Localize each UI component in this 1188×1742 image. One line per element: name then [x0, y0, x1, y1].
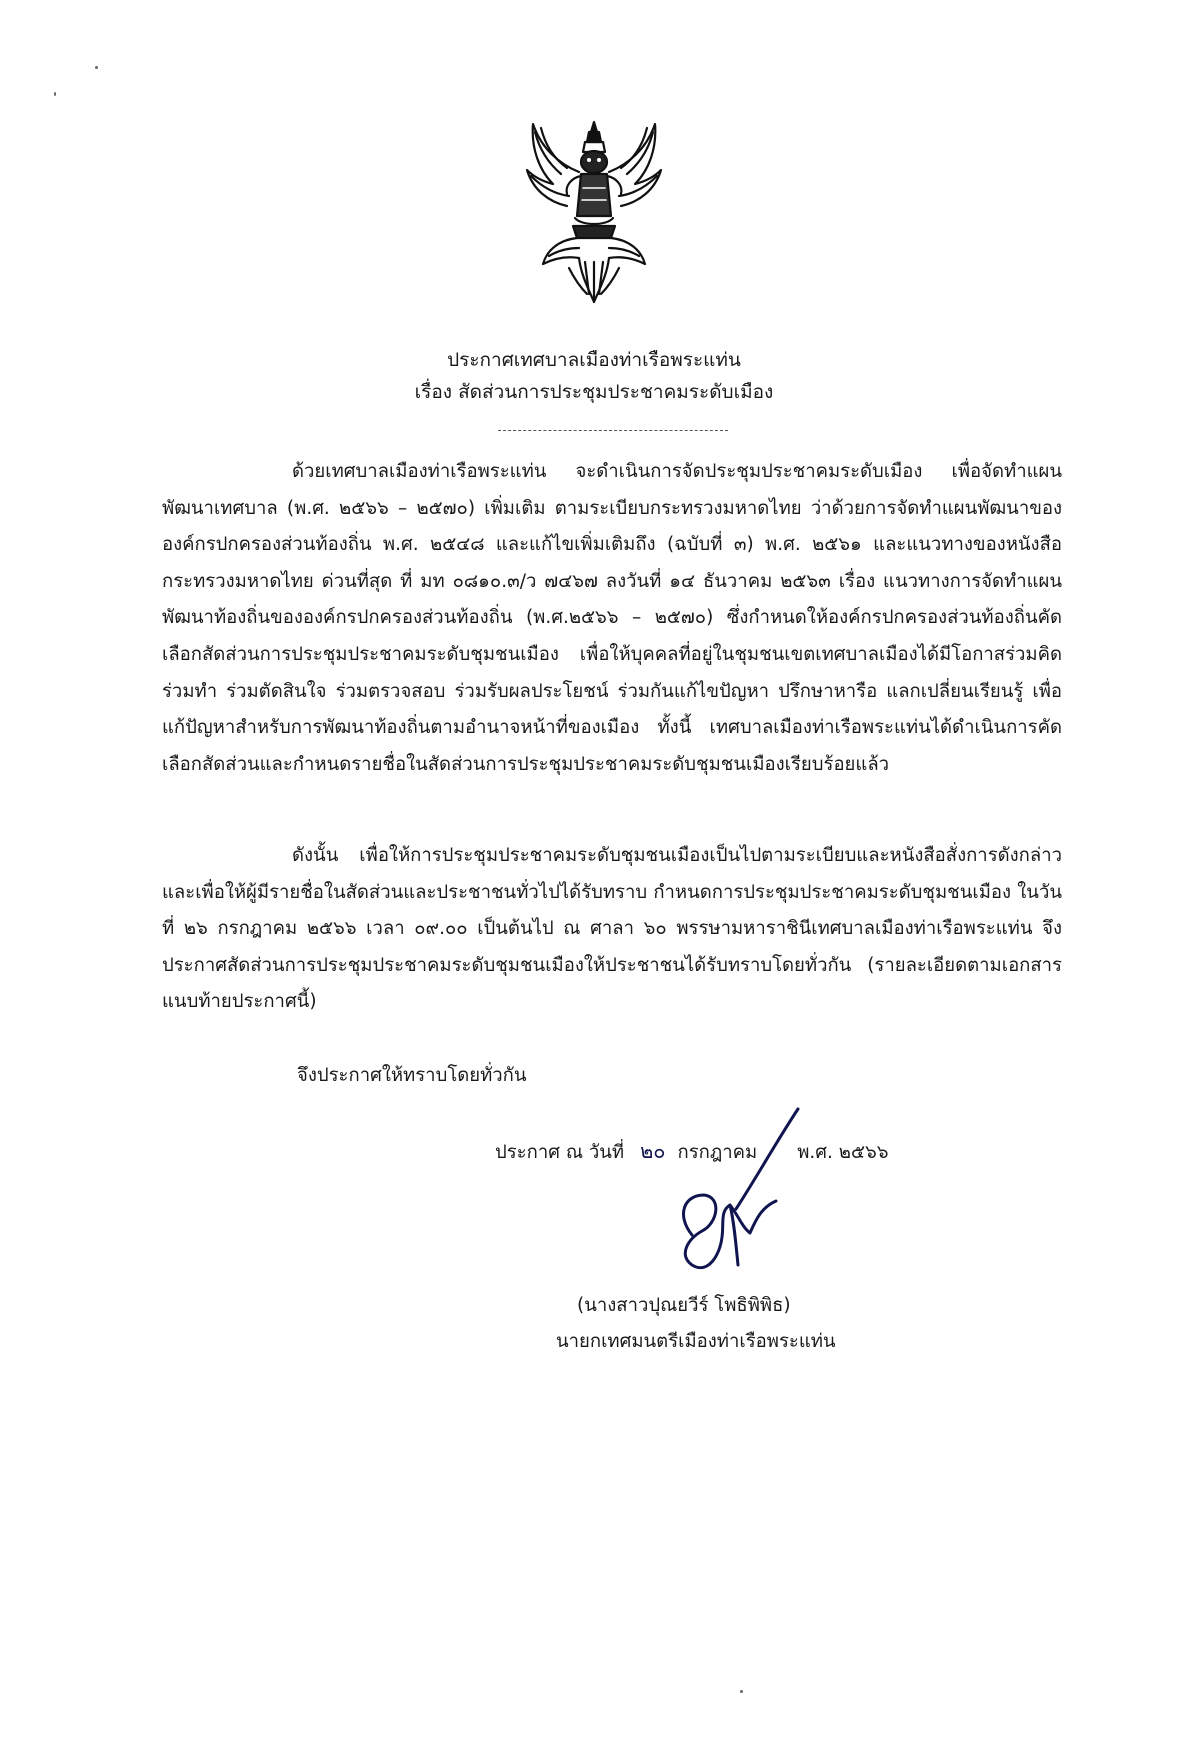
scan-speck [95, 66, 98, 69]
dashed-divider [498, 430, 728, 431]
garuda-emblem-icon [519, 118, 669, 308]
paragraph-text: ดังนั้น เพื่อให้การประชุมประชาคมระดับชุมชนเมืองเป็นไปตามระเบียบและหนังสือสั่งการดังกล่าวและเพื่อให้ผู้มีรายชื่อในสัดส่วนและประชาชนทั่วไปได้รับทราบ กำหนดการประชุมประชาคมระดับชุมชนเมือง ในวันที่ ๒๖ กรกฎาคม ๒๕๖๖ เวลา ๐๙.๐๐ เป็นต้นไป ณ ศาลา ๖๐ พรรษามหาราชินีเทศบาลเมืองท่าเรือพระแท่น จึงประกาศสัดส่วนการประชุมประชาคมระดับชุมชนเมืองให้ประชาชนได้รับทราบโดยทั่วกัน (รายละเอียดตามเอกสารแนบท้ายประกาศนี้) [162, 845, 1062, 1013]
signer-name: (นางสาวปุณยวีร์ โพธิพิพิธ) [577, 1295, 791, 1316]
scan-speck [740, 1690, 743, 1693]
dateline-year: พ.ศ. ๒๕๖๖ [797, 1142, 889, 1163]
closing-statement: จึงประกาศให้ทราบโดยทั่วกัน [297, 1065, 527, 1086]
signer-title: นายกเทศมนตรีเมืองท่าเรือพระแท่น [556, 1331, 836, 1352]
dateline-prefix: ประกาศ ณ วันที่ [495, 1142, 625, 1163]
body-paragraph-1 [162, 454, 1062, 783]
body-paragraph-2 [162, 838, 1062, 1021]
paragraph-text: ด้วยเทศบาลเมืองท่าเรือพระแท่น จะดำเนินการจัดประชุมประชาคมระดับเมือง เพื่อจัดทำแผนพัฒนาเทศบาล (พ.ศ. ๒๕๖๖ – ๒๕๗๐) เพิ่มเติม ตามระเบียบกระทรวงมหาดไทย ว่าด้วยการจัดทำแผนพัฒนาขององค์กรปกครองส่วนท้องถิ่น พ.ศ. ๒๕๔๘ และแก้ไขเพิ่มเติมถึง (ฉบับที่ ๓) พ.ศ. ๒๕๖๑ และแนวทางของหนังสือกระทรวงมหาดไทย ด่วนที่สุด ที่ มท ๐๘๑๐.๓/ว ๗๔๖๗ ลงวันที่ ๑๔ ธันวาคม ๒๕๖๓ เรื่อง แนวทางการจัดทำแผนพัฒนาท้องถิ่นขององค์กรปกครองส่วนท้องถิ่น (พ.ศ.๒๕๖๖ – ๒๕๗๐) ซึ่งกำหนดให้องค์กรปกครองส่วนท้องถิ่นคัดเลือกสัดส่วนการประชุมประชาคมระดับชุมชนเมือง เพื่อให้บุคคลที่อยู่ในชุมชนเขตเทศบาลเมืองได้มีโอกาสร่วมคิด ร่วมทำ ร่วมตัดสินใจ ร่วมตรวจสอบ ร่วมรับผลประโยชน์ ร่วมกันแก้ไขปัญหา ปรึกษาหารือ แลกเปลี่ยนเรียนรู้ เพื่อแก้ปัญหาสำหรับการพัฒนาท้องถิ่นตามอำนาจหน้าที่ของเมือง ทั้งนี้ เทศบาลเมืองท่าเรือพระแท่นได้ดำเนินการคัดเลือกสัดส่วนและกำหนดรายชื่อในสัดส่วนการประชุมประชาคมระดับชุมชนเมืองเรียบร้อยแล้ว [162, 461, 1062, 775]
announcement-subject: เรื่อง สัดส่วนการประชุมประชาคมระดับเมือง [414, 381, 774, 403]
dateline-day: ๒๐ [640, 1139, 666, 1163]
scan-speck [54, 92, 56, 96]
announcement-title: ประกาศเทศบาลเมืองท่าเรือพระแท่น [447, 349, 741, 371]
handwritten-signature-icon [648, 1105, 848, 1280]
dateline-month: กรกฎาคม [677, 1142, 758, 1163]
